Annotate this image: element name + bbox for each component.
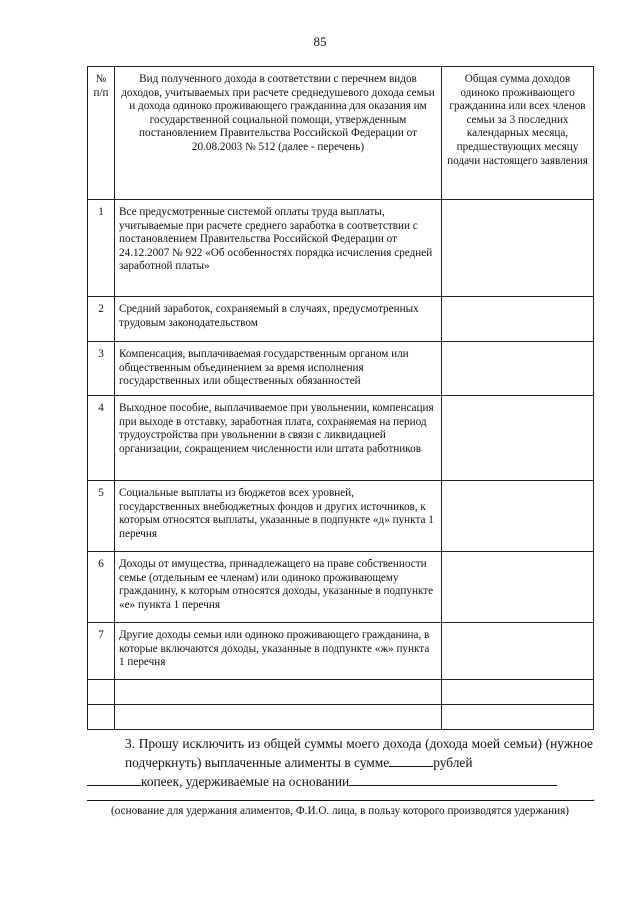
table-row — [88, 623, 594, 680]
row-number: 5 — [88, 481, 115, 552]
header-income-type-label: Вид полученного дохода в соответствии с перечнем видов доходов, учитываемых при расчете среднедушевого дохода семьи и дохода одиноко проживающего гражданина для оказания им государственной социальной помощи, утвержденным постановлением Правительства Российской Федерации от 20.08.2003 № 512 (далее - перечень) — [121, 73, 435, 153]
row-description: Другие доходы семьи или одиноко проживающего гражданина, в которые включаются доходы, указанные в подпункте «ж» пункта 1 перечня — [115, 623, 442, 680]
row-number: 3 — [88, 342, 115, 396]
row-number: 6 — [88, 552, 115, 623]
row-amount-cell[interactable] — [442, 297, 594, 342]
header-total-sum — [442, 67, 594, 200]
rubles-label: рублей — [433, 755, 473, 770]
row-number: 2 — [88, 297, 115, 342]
header-income-type — [115, 67, 442, 200]
empty-table-row — [88, 705, 594, 730]
header-total-sum-label: Общая сумма доходов одиноко проживающего гражданина или всех членов семьи за 3 последних календарных месяца, предшествующих месяцу подачи настоящего заявления — [447, 73, 588, 167]
basis-blank[interactable] — [349, 772, 557, 786]
row-description: Социальные выплаты из бюджетов всех уровней, государственных внебюджетных фондов и других источников, к которым относятся выплаты, указанные в подпункте «д» пункта 1 перечня — [115, 481, 442, 552]
basis-continuation-line[interactable] — [87, 800, 593, 801]
empty-cell[interactable] — [442, 705, 594, 730]
row-amount-cell[interactable] — [442, 623, 594, 680]
income-table — [87, 66, 594, 730]
line-end-dot: . — [592, 789, 596, 804]
table-header-row — [88, 67, 594, 200]
row-number: 7 — [88, 623, 115, 680]
alimony-request-paragraph — [87, 735, 593, 791]
empty-cell[interactable] — [115, 680, 442, 705]
table-row — [88, 552, 594, 623]
amount-rubles-blank[interactable] — [389, 753, 433, 767]
table-row — [88, 481, 594, 552]
row-number: 4 — [88, 396, 115, 481]
table-row — [88, 396, 594, 481]
row-amount-cell[interactable] — [442, 396, 594, 481]
row-amount-cell[interactable] — [442, 481, 594, 552]
row-description: Средний заработок, сохраняемый в случаях, предусмотренных трудовым законодательством — [115, 297, 442, 342]
amount-kopecks-blank[interactable] — [87, 772, 141, 786]
request-text-part1: 3. Прошу исключить из общей суммы моего дохода (дохода моей семьи) (нужное подчеркнуть) выплаченные алименты в сумме — [125, 736, 593, 770]
row-amount-cell[interactable] — [442, 552, 594, 623]
header-number-label: № п/п — [93, 73, 109, 99]
row-number: 1 — [88, 200, 115, 297]
row-amount-cell[interactable] — [442, 342, 594, 396]
table-row — [88, 200, 594, 297]
table-row — [88, 297, 594, 342]
row-description: Выходное пособие, выплачиваемое при увольнении, компенсация при выходе в отставку, заработная плата, сохраняемая на период трудоустройства при увольнении в связи с ликвидацией организации, сокращением численности или штата работников — [115, 396, 442, 481]
row-description: Все предусмотренные системой оплаты труда выплаты, учитываемые при расчете среднего заработка в соответствии с постановлением Правительства Российской Федерации от 24.12.2007 № 922 «Об особенностях порядка исчисления средней заработной платы» — [115, 200, 442, 297]
row-description: Компенсация, выплачиваемая государственным органом или общественным объединением за время исполнения государственных или общественных обязанностей — [115, 342, 442, 396]
empty-cell[interactable] — [88, 680, 115, 705]
empty-cell[interactable] — [442, 680, 594, 705]
empty-cell[interactable] — [88, 705, 115, 730]
page-number: 85 — [313, 34, 327, 49]
row-description: Доходы от имущества, принадлежащего на праве собственности семье (отдельным ее членам) или одиноко проживающему гражданину, к которым относятся доходы, указанные в подпункте «е» пункта 1 перечня — [115, 552, 442, 623]
empty-cell[interactable] — [115, 705, 442, 730]
empty-table-row — [88, 680, 594, 705]
table-row — [88, 342, 594, 396]
request-text-part2: копеек, удерживаемые на основании — [141, 774, 350, 789]
header-number — [88, 67, 115, 200]
basis-caption: (основание для удержания алиментов, Ф.И.О. лица, в пользу которого производятся удержания) — [111, 805, 569, 817]
row-amount-cell[interactable] — [442, 200, 594, 297]
